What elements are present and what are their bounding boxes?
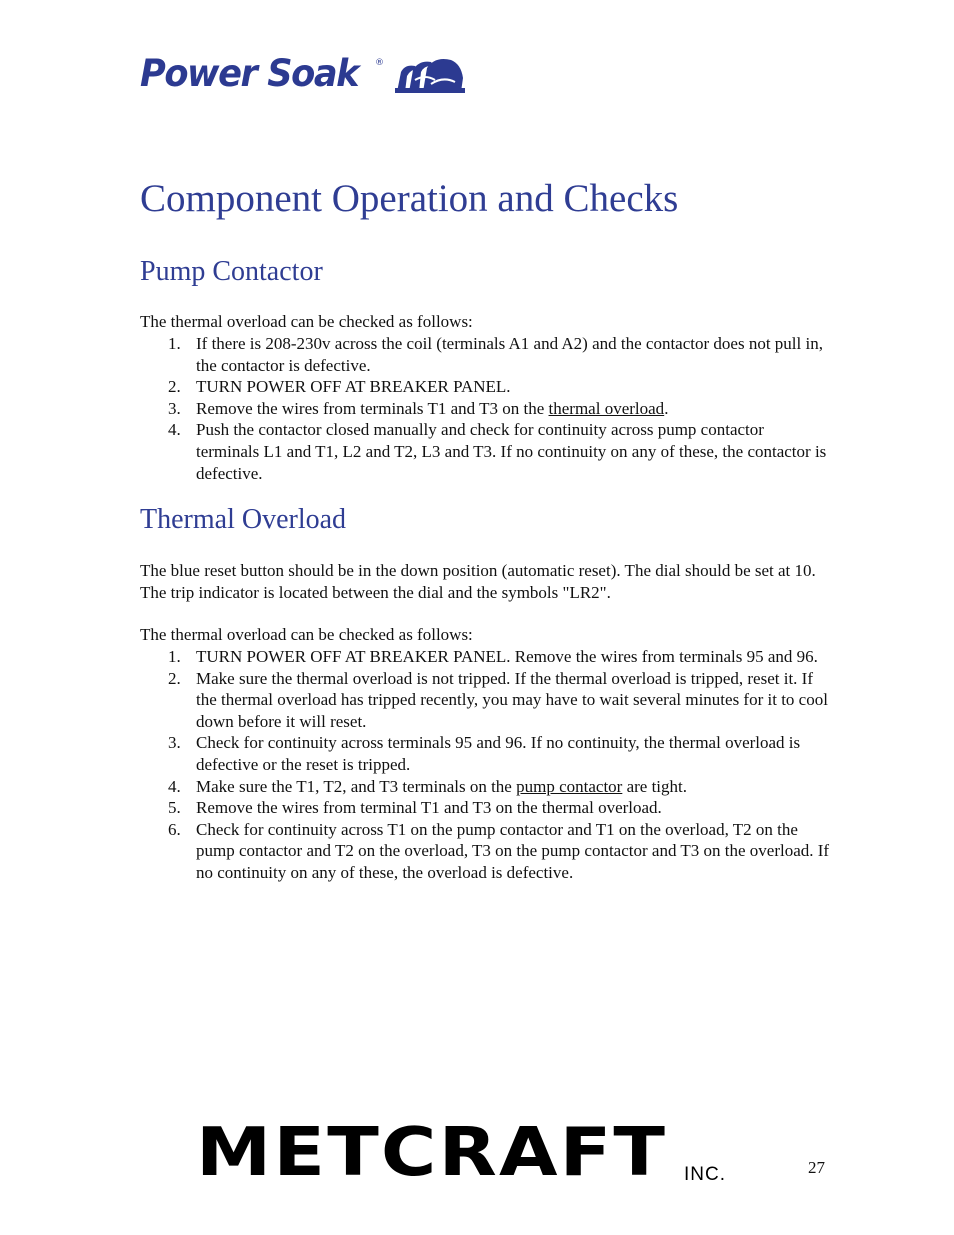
step-text: Make sure the thermal overload is not tripped. If the thermal overload is tripped, reset it. If the thermal overload has tripped recently, you may have to wait several minutes for it to cool down before it will reset.	[196, 668, 828, 731]
list-item	[140, 398, 830, 420]
step-number: 4.	[168, 776, 181, 796]
registered-mark: ®	[375, 58, 384, 68]
list-item	[140, 776, 830, 798]
step-text: Check for continuity across terminals 95 and 96. If no continuity, the thermal overload is defective or the reset is tripped.	[196, 733, 801, 774]
list-item	[140, 333, 830, 376]
thermal-overload-heading: Thermal Overload	[140, 504, 347, 535]
thermal-overload-paragraph: The blue reset button should be in the down position (automatic reset). The dial should be set at 10. The trip indicator is located between the dial and the symbols "LR2".	[140, 561, 816, 602]
step-number: 5.	[168, 798, 181, 818]
metcraft-logo	[196, 1113, 736, 1192]
step-number: 3.	[168, 733, 181, 753]
step-text: Push the contactor closed manually and check for continuity across pump contactor terminals L1 and T1, L2 and T2, L3 and T3. If no continuity on any of these, the contactor is defective.	[196, 420, 827, 483]
list-item	[140, 819, 830, 884]
list-item	[140, 376, 830, 398]
step-number: 1.	[168, 647, 181, 666]
step-number: 6.	[168, 819, 181, 839]
step-number: 4.	[168, 420, 181, 440]
step-text: Remove the wires from terminal T1 and T3 on the thermal overload.	[196, 798, 662, 818]
step-text: TURN POWER OFF AT BREAKER PANEL.	[196, 377, 511, 397]
list-item	[140, 419, 830, 484]
step-number: 2.	[168, 668, 181, 688]
step-text-post: are tight.	[622, 776, 687, 796]
step-text: If there is 208-230v across the coil (terminals A1 and A2) and the contactor does not pull in, the contactor is defective.	[196, 334, 823, 375]
page-title: Component Operation and Checks	[140, 177, 679, 220]
step-text: Check for continuity across T1 on the pump contactor and T1 on the overload, T2 on the pump contactor and T2 on the overload, T3 on the pump contactor and T3 on the overload. If no continuity on any of these, the overload is defective.	[196, 819, 830, 882]
list-item	[140, 646, 830, 668]
step-text-pre: Make sure the T1, T2, and T3 terminals on the	[196, 776, 517, 796]
pump-contactor-heading: Pump Contactor	[140, 256, 323, 287]
page-number: 27	[808, 1158, 825, 1177]
metcraft-wordmark: METCRAFT	[196, 1113, 668, 1192]
pump-contactor-link[interactable]: pump contactor	[516, 776, 623, 796]
metcraft-inc: INC.	[684, 1164, 726, 1185]
pump-contactor-intro: The thermal overload can be checked as follows:	[140, 312, 473, 331]
step-text-pre: Remove the wires from terminals T1 and T3 on the	[196, 398, 549, 418]
step-number: 1.	[168, 334, 181, 353]
list-item	[140, 797, 830, 819]
list-item	[140, 732, 830, 775]
step-number: 2.	[168, 377, 181, 397]
list-item	[140, 668, 830, 733]
step-text-post: .	[664, 398, 669, 418]
step-number: 3.	[168, 398, 181, 418]
thermal-overload-intro: The thermal overload can be checked as follows:	[140, 625, 473, 644]
pump-contactor-steps	[140, 333, 830, 484]
thermal-overload-steps	[140, 646, 830, 884]
thermal-overload-link[interactable]: thermal overload	[548, 398, 665, 418]
brand-name: Power Soak	[140, 52, 359, 95]
step-text: TURN POWER OFF AT BREAKER PANEL. Remove the wires from terminals 95 and 96.	[196, 647, 818, 666]
waves-logo-icon	[395, 58, 465, 94]
